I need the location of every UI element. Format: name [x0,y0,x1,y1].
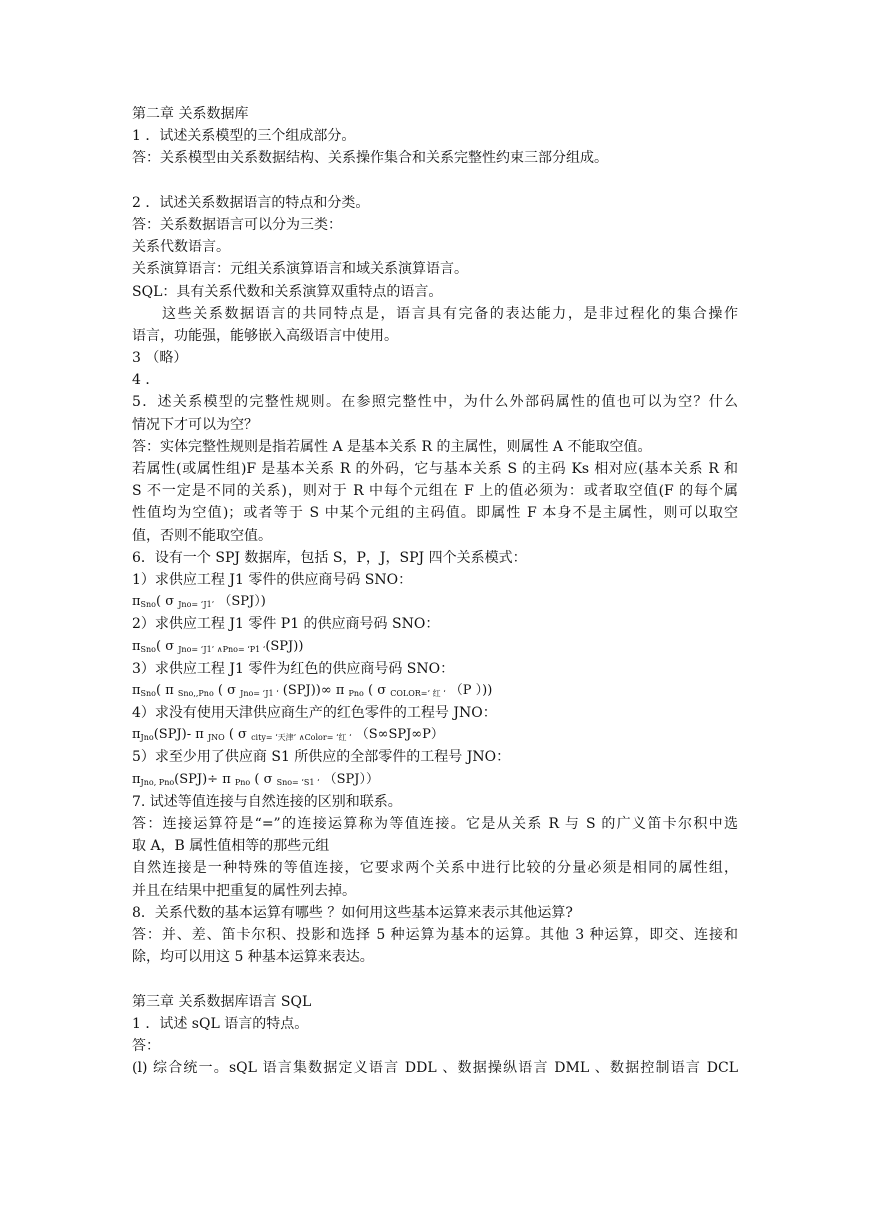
answer-2-line: 关系代数语言。 [132,239,230,256]
answer-1: 答：关系模型由关系数据结构、关系操作集合和关系完整性约束三部分组成。 [132,150,608,167]
chapter-3-answer-1: 答： [132,1037,160,1054]
chapter-3-answer-1-item: (l) 综合统一。sQL 语言集数据定义语言 DDL 、数据操纵语言 DML 、数据控制语言 DCL [132,1060,738,1077]
formula-4: $\pi_{Jno}(SPJ)-$ π $_{JNO}$ ( σ $_{city= ‘天津’ \wedge Color= ‘红 ‘}$ （S∞SPJ∞P） [132,727,444,743]
answer-2-paragraph: 语言，功能强，能够嵌入高级语言中使用。 [132,327,398,344]
formula-2: $\pi_{Sno}$( σ $_{Jno= ‘J1’ \wedge Pno= ‘P1 ‘}$(SPJ)) [132,638,304,654]
question-6-part: 2）求供应工程 J1 零件 P1 的供应商号码 SNO： [132,616,440,633]
answer-8-line: 答：并、差、笛卡尔积、投影和选择 5 种运算为基本的运算。其他 3 种运算，即交、连接和 [132,926,738,943]
question-6-part: 1）求供应工程 J1 零件的供应商号码 SNO： [132,571,413,588]
answer-2-line: 关系演算语言：元组关系演算语言和域关系演算语言。 [132,261,468,278]
answer-7-line: 并且在结果中把重复的属性列去掉。 [132,882,356,899]
formula-1: $\pi_{Sno}$( σ $_{Jno= ‘J1’}$ （SPJ）) [132,594,266,610]
question-6-part: 3）求供应工程 J1 零件为红色的供应商号码 SNO： [132,660,455,677]
question-6-part: 5）求至少用了供应商 S1 所供应的全部零件的工程号 JNO： [132,749,511,766]
answer-2-line: 答：关系数据语言可以分为三类： [132,216,342,233]
question-8: 8．关系代数的基本运算有哪些 ？如何用这些基本运算来表示其他运算? [132,904,573,921]
question-7: 7. 试述等值连接与自然连接的区别和联系。 [132,793,402,810]
blank-line [132,170,738,192]
question-6-part: 4）求没有使用天津供应商生产的红色零件的工程号 JNO： [132,705,497,722]
answer-2-line: SQL：具有关系代数和关系演算双重特点的语言。 [132,283,443,300]
answer-5-line: S 不一定是不同的关系)，则对于 R 中每个元组在 F 上的值必须为：或者取空值(F 的每个属 [132,483,738,500]
document-page [132,103,738,1079]
answer-5-line: 值，否则不能取空值。 [132,527,272,544]
chapter-3-question-1: 1 ．试述 sQL 语言的特点。 [132,1015,309,1032]
answer-8-line: 除，均可以用这 5 种基本运算来表达。 [132,949,374,966]
answer-2-paragraph: 这些关系数据语言的共同特点是，语言具有完备的表达能力，是非过程化的集合操作 [162,305,738,322]
answer-5-line: 性值均为空值)；或者等于 S 中某个元组的主码值。即属性 F 本身不是主属性，则可以取空 [132,505,738,522]
question-2: 2 ．试述关系数据语言的特点和分类。 [132,194,370,211]
answer-5-line: 答：实体完整性规则是指若属性 A 是基本关系 R 的主属性，则属性 A 不能取空值。 [132,438,652,455]
formula-3: $\pi_{Sno}$( π $_{Sno,,Pno}$ ( σ $_{Jno= ‘J1 ‘}$ (SPJ))∞ π $_{Pno}$ ( σ $_{COLOR=’ 红 ‘}$ （P ）)) [132,682,493,698]
question-3: 3 （略） [132,350,188,367]
question-4: 4 ． [132,372,160,389]
answer-5-line: 若属性(或属性组)F 是基本关系 R 的外码，它与基本关系 S 的主码 Ks 相对应(基本关系 R 和 [132,461,738,477]
formula-5: $\pi_{Jno, Pno}(SPJ)\div \pi$ $_{Pno}$ ( σ $_{Sno= ‘S1 ‘}$ （SPJ）） [132,771,379,787]
question-1: 1 ．试述关系模型的三个组成部分。 [132,128,356,145]
question-6: 6．设有一个 SPJ 数据库，包括 S，P，J，SPJ 四个关系模式： [132,549,527,566]
answer-7-line: 自然连接是一种特殊的等值连接，它要求两个关系中进行比较的分量必须是相同的属性组， [132,860,738,877]
blank-line [132,968,738,990]
question-5: 情况下才可以为空？ [132,416,258,433]
chapter-3-title: 第三章 关系数据库语言 SQL [132,993,312,1010]
chapter-2-title: 第二章 关系数据库 [132,106,249,122]
question-5: 5．述关系模型的完整性规则。在参照完整性中，为什么外部码属性的值也可以为空？什么 [132,394,738,411]
answer-7-line: 取 A，B 属性值相等的那些元组 [132,838,330,855]
answer-7-line: 答：连接运算符是“=”的连接运算称为等值连接。它是从关系 R 与 S 的广义笛卡尔积中选 [132,816,738,832]
